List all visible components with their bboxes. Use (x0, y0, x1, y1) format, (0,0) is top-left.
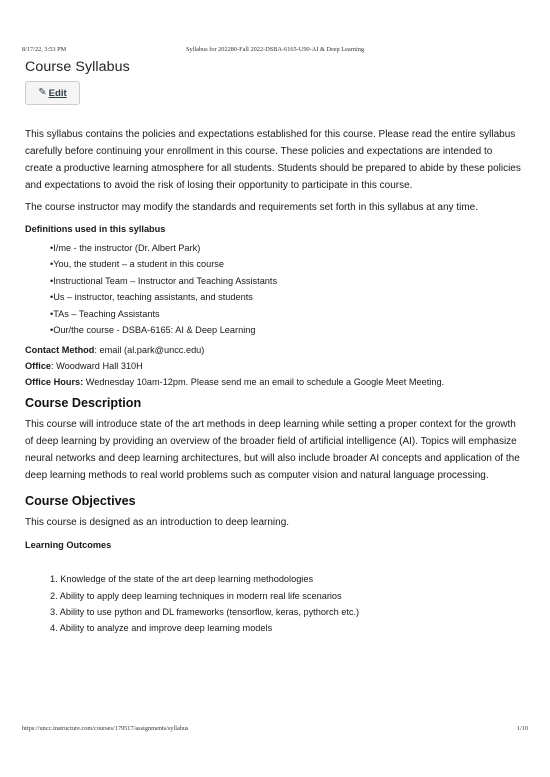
office-location: Office: Woodward Hall 310H (25, 361, 143, 372)
learning-outcomes-title: Learning Outcomes (25, 540, 112, 551)
modify-note: The course instructor may modify the standards and requirements set forth in this syllabus at any time. (25, 202, 478, 213)
course-description-heading: Course Description (25, 396, 142, 411)
course-objectives-text: This course is designed as an introduction to deep learning. (25, 517, 290, 529)
list-item: 1. Knowledge of the state of the art deep learning methodologies (50, 574, 314, 585)
print-page-number: 1/10 (516, 725, 528, 732)
list-item: •TAs – Teaching Assistants (50, 308, 160, 319)
print-datetime: 8/17/22, 3:53 PM (22, 46, 67, 53)
print-url: https://uncc.instructure.com/courses/179517/assignments/syllabus (22, 725, 189, 732)
list-item: 4. Ability to analyze and improve deep learning models (50, 623, 273, 634)
intro-paragraph: This syllabus contains the policies and expectations established for this course. Please read the entire syllabus carefully before continuing your enrollment in this course. These policies and expectations are intended to create a productive learning atmosphere for all students. Students should be prepared to abide by these policies and expectations to avoid the risk of losing their opportunity to participate in this course. (25, 129, 521, 191)
list-item: •I/me - the instructor (Dr. Albert Park) (50, 243, 201, 253)
course-objectives-heading: Course Objectives (25, 494, 136, 509)
office-hours: Office Hours: Wednesday 10am-12pm. Please send me an email to schedule a Google Meet Meeting. (25, 377, 445, 388)
syllabus-content (25, 59, 522, 636)
pencil-icon: ✎ (38, 87, 47, 98)
learning-outcomes-list (50, 571, 522, 636)
list-item: •You, the student – a student in this course (50, 259, 224, 270)
list-item: •Instructional Team – Instructor and Teaching Assistants (50, 275, 278, 286)
list-item: 3. Ability to use python and DL frameworks (tensorflow, keras, pythorch etc.) (50, 606, 360, 617)
edit-button-label: Edit (48, 87, 67, 99)
list-item: •Our/the course - DSBA-6165: AI & Deep Learning (50, 325, 256, 336)
print-page-title: Syllabus for 202280-Fall 2022-DSBA-6165-U90-AI & Deep Learning (185, 46, 365, 53)
print-footer (22, 725, 528, 732)
definitions-title: Definitions used in this syllabus (25, 224, 166, 234)
contact-method: Contact Method: email (al.park@uncc.edu) (25, 345, 205, 356)
definitions-list (50, 240, 522, 338)
list-item: •Us – instructor, teaching assistants, and students (50, 292, 253, 303)
edit-button[interactable] (25, 81, 80, 105)
list-item: 2. Ability to apply deep learning techniques in modern real life scenarios (50, 590, 342, 601)
page-title: Course Syllabus (25, 59, 130, 75)
print-header (22, 46, 528, 53)
course-description-text: This course will introduce state of the art methods in deep learning while setting a proper context for the growth of deep learning by providing an overview of the broader field of artificial intelligence (AI). Topics will emphasize neural networks and deep learning architectures, but will also include broader AI concepts and application of the deep learning methods to real world problems such as computer vision and natural language processing. (25, 419, 520, 482)
contact-info (25, 342, 522, 390)
